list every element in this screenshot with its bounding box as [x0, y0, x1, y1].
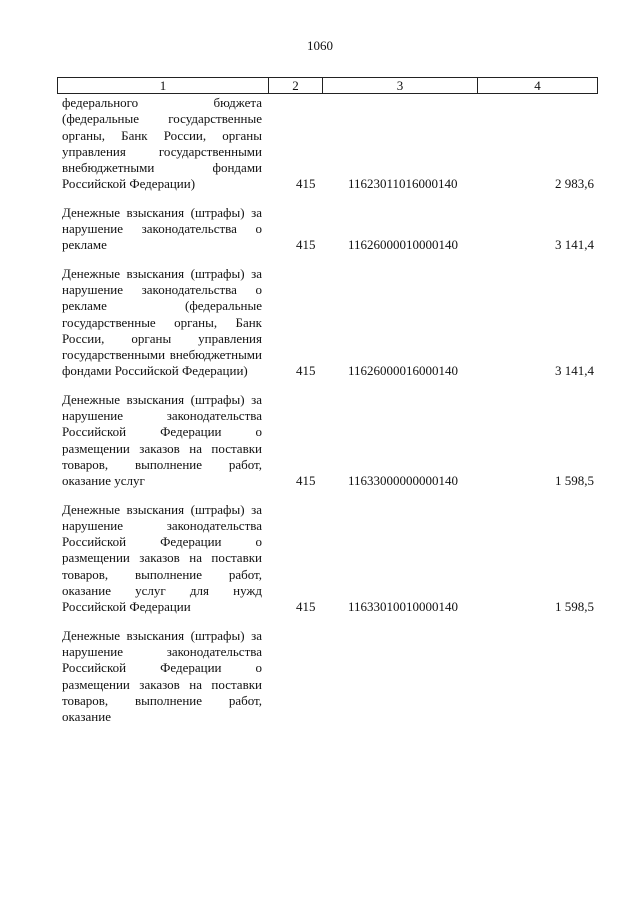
- row-description: Денежные взыскания (штрафы) за нарушение законодательства о рекламе: [62, 204, 262, 253]
- table-body: [0, 95, 640, 725]
- table-row: [0, 95, 640, 193]
- row-admin-code: 415: [296, 237, 316, 253]
- row-admin-code: 415: [296, 473, 316, 489]
- row-description: Денежные взыскания (штрафы) за нарушение законодательства о рекламе (федеральные государственные органы, Банк России, органы управления государственными внебюджетными фондами Российской Федерации): [62, 265, 262, 379]
- column-header-1: 1: [58, 78, 269, 93]
- column-header-3: 3: [323, 78, 478, 93]
- row-description: федерального бюджета (федеральные государственные органы, Банк России, органы управления государственными внебюджетными фондами Российской Федерации): [62, 95, 262, 192]
- row-description: Денежные взыскания (штрафы) за нарушение законодательства Российской Федерации о размещении заказов на поставки товаров, выполнение работ, оказание услуг для нужд Российской Федерации: [62, 501, 262, 615]
- row-admin-code: 415: [296, 599, 316, 615]
- row-budget-code: 11623011016000140: [348, 176, 458, 192]
- row-budget-code: 11633000000000140: [348, 473, 459, 489]
- page-number: 1060: [307, 38, 333, 53]
- row-amount: 2 983,6: [555, 176, 594, 192]
- column-header-2: 2: [269, 78, 323, 93]
- row-description: Денежные взыскания (штрафы) за нарушение законодательства Российской Федерации о размещении заказов на поставки товаров, выполнение работ, оказание: [62, 627, 262, 725]
- table-row: [0, 266, 640, 380]
- table-row: [0, 392, 640, 490]
- row-budget-code: 11626000010000140: [348, 237, 459, 253]
- row-amount: 1 598,5: [555, 473, 594, 489]
- row-amount: 1 598,5: [555, 599, 594, 615]
- row-amount: 3 141,4: [555, 363, 594, 379]
- row-budget-code: 11633010010000140: [348, 599, 459, 615]
- row-amount: 3 141,4: [555, 237, 594, 253]
- table-header: [57, 77, 598, 94]
- row-admin-code: 415: [296, 363, 316, 379]
- table-row: [0, 502, 640, 616]
- row-budget-code: 11626000016000140: [348, 363, 459, 379]
- table-row: [0, 628, 640, 726]
- column-header-4: 4: [534, 78, 541, 93]
- row-description: Денежные взыскания (штрафы) за нарушение законодательства Российской Федерации о размещении заказов на поставки товаров, выполнение работ, оказание услуг: [62, 391, 262, 489]
- row-admin-code: 415: [296, 176, 316, 192]
- table-row: [0, 205, 640, 254]
